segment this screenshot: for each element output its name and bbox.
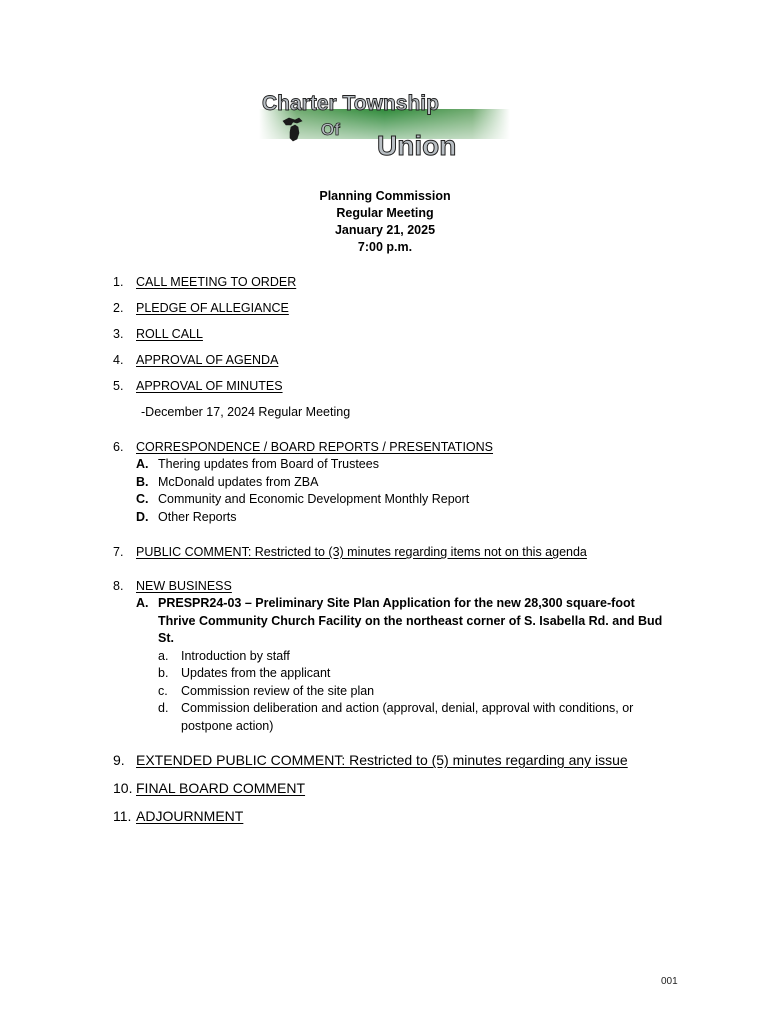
agenda-item-1: 1. CALL MEETING TO ORDER (113, 275, 297, 289)
agenda-item-9: 9. EXTENDED PUBLIC COMMENT: Restricted to (5) minutes regarding any issue (113, 752, 628, 768)
agenda-item-label: ADJOURNMENT (136, 808, 244, 824)
new-business-a-line3: St. (158, 631, 174, 645)
agenda-item-7: 7. PUBLIC COMMENT: Restricted to (3) minutes regarding items not on this agenda (113, 545, 587, 559)
agenda-item-10: 10. FINAL BOARD COMMENT (113, 780, 306, 796)
new-business-a-line2: Thrive Community Church Facility on the northeast corner of S. Isabella Rd. and Bud (158, 613, 663, 628)
page-number: 001 (661, 976, 678, 987)
logo-line2: Of (321, 120, 340, 139)
meeting-time: 7:00 p.m. (357, 240, 413, 254)
logo-line1: Charter Township (262, 92, 439, 115)
minutes-note: -December 17, 2024 Regular Meeting (141, 405, 351, 419)
agenda-item-6: 6. CORRESPONDENCE / BOARD REPORTS / PRESENTATIONS (113, 440, 494, 454)
new-business-a-line1: A. PRESPR24-03 – Preliminary Site Plan Application for the new 28,300 square-foot (136, 596, 635, 610)
sub-item-d: D. Other Reports (136, 509, 237, 524)
meeting-header (0, 188, 770, 256)
committee-name: Planning Commission (319, 189, 451, 203)
agenda-item-label: PUBLIC COMMENT: Restricted to (3) minutes regarding items not on this agenda (136, 545, 587, 559)
township-logo (259, 91, 510, 156)
meeting-date: January 21, 2025 (334, 223, 436, 237)
agenda-item-label: CORRESPONDENCE / BOARD REPORTS / PRESENTATIONS (136, 440, 494, 454)
step-d: d. Commission deliberation and action (approval, denial, approval with conditions, or (158, 701, 634, 715)
step-c: c. Commission review of the site plan (158, 683, 375, 698)
logo-line3: Union (377, 130, 457, 156)
agenda-item-label: APPROVAL OF MINUTES (136, 379, 283, 393)
agenda-item-5: 5. APPROVAL OF MINUTES (113, 379, 283, 393)
step-a: a. Introduction by staff (158, 648, 290, 663)
agenda-item-label: PLEDGE OF ALLEGIANCE (136, 301, 289, 315)
step-b: b. Updates from the applicant (158, 666, 331, 680)
agenda-item-label: EXTENDED PUBLIC COMMENT: Restricted to (5) minutes regarding any issue (136, 752, 628, 768)
agenda-item-8: 8. NEW BUSINESS (113, 579, 232, 593)
sub-item-c: C. Community and Economic Development Monthly Report (136, 492, 470, 506)
step-d-continuation: postpone action) (181, 718, 274, 733)
meeting-type: Regular Meeting (336, 206, 434, 220)
agenda-item-label: FINAL BOARD COMMENT (136, 780, 306, 796)
agenda-item-4: 4. APPROVAL OF AGENDA (113, 353, 279, 367)
agenda-item-11: 11. ADJOURNMENT (113, 808, 244, 824)
agenda-item-label: ROLL CALL (136, 327, 203, 341)
agenda-item-label: APPROVAL OF AGENDA (136, 353, 279, 367)
agenda-item-label: CALL MEETING TO ORDER (136, 275, 297, 289)
agenda-item-2: 2. PLEDGE OF ALLEGIANCE (113, 301, 289, 315)
sub-item-a: A. Thering updates from Board of Trustees (136, 457, 379, 471)
agenda-item-3: 3. ROLL CALL (113, 327, 203, 341)
agenda-item-label: NEW BUSINESS (136, 579, 232, 593)
sub-item-b: B. McDonald updates from ZBA (136, 474, 319, 489)
